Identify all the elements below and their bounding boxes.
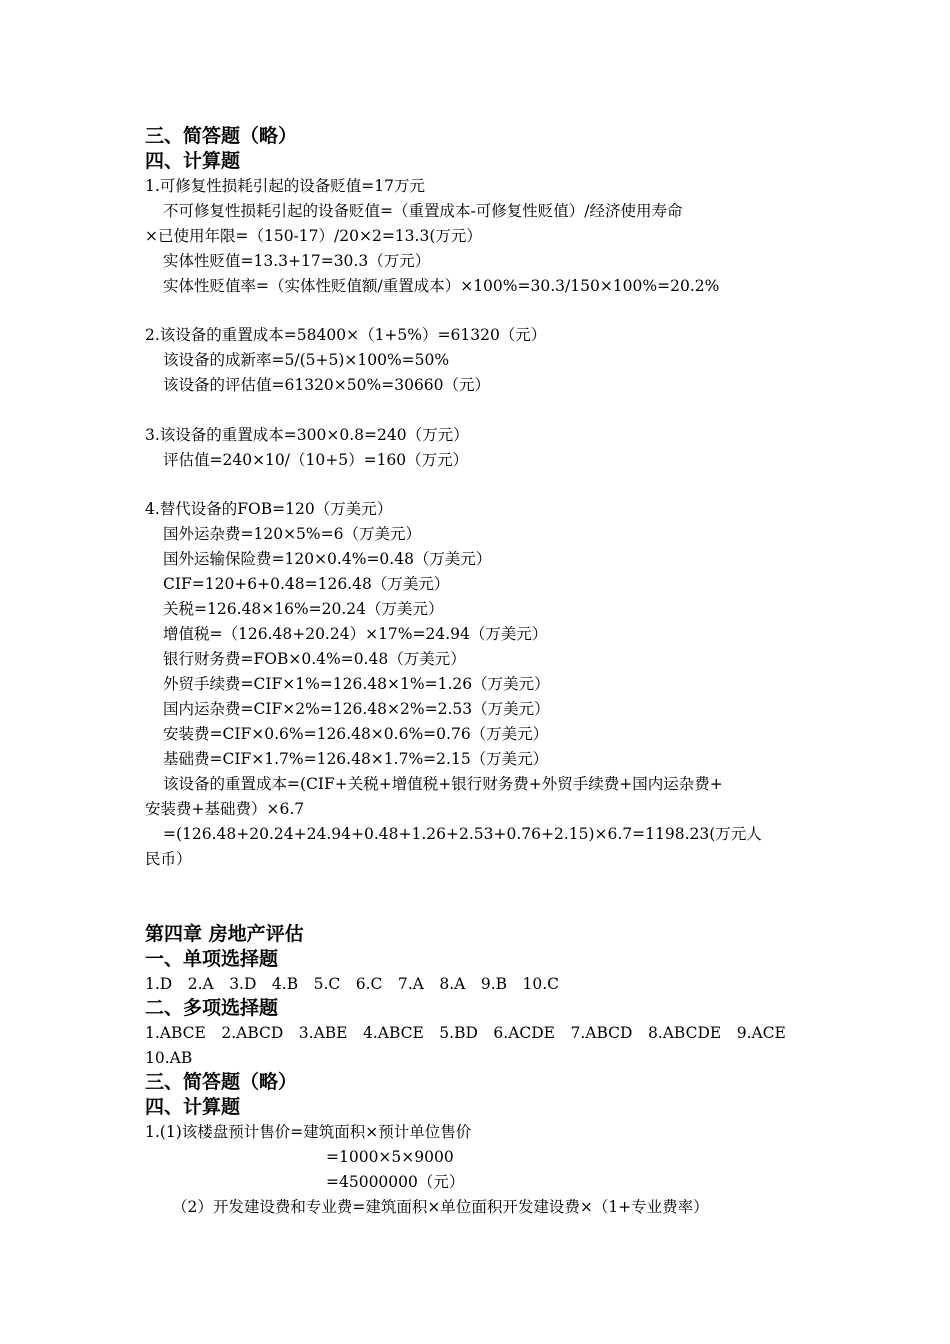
q4-line-11: 基础费=CIF×1.7%=126.48×1.7%=2.15（万美元） xyxy=(163,750,549,768)
q4-line-6: 增值税=（126.48+20.24）×17%=24.94（万美元） xyxy=(163,625,548,643)
q4-line-7: 银行财务费=FOB×0.4%=0.48（万美元） xyxy=(163,650,466,668)
q4-line-15: 民币） xyxy=(145,850,192,868)
q3-line-1: 3.该设备的重置成本=300×0.8=240（万元） xyxy=(145,426,469,444)
q1-line-5: 实体性贬值率=（实体性贬值额/重置成本）×100%=30.3/150×100%=20.2% xyxy=(163,277,720,295)
multi-choice-answers-line-1: 1.ABCE 2.ABCD 3.ABE 4.ABCE 5.BD 6.ACDE 7.ABCD 8.ABCDE 9.ACE xyxy=(145,1024,786,1042)
q2-line-2: 该设备的成新率=5/(5+5)×100%=50% xyxy=(163,351,450,369)
q4-line-10: 安装费=CIF×0.6%=126.48×0.6%=0.76（万美元） xyxy=(163,725,549,743)
q4-line-5: 关税=126.48×16%=20.24（万美元） xyxy=(163,600,444,618)
section-heading-multi-choice: 二、多项选择题 xyxy=(145,997,279,1019)
q4-line-12: 该设备的重置成本=(CIF+关税+增值税+银行财务费+外贸手续费+国内运杂费+ xyxy=(163,775,723,793)
ch4-q1-line-1: 1.(1)该楼盘预计售价=建筑面积×预计单位售价 xyxy=(145,1123,472,1141)
q3-line-2: 评估值=240×10/（10+5）=160（万元） xyxy=(163,451,469,469)
ch4-q1-line-2: =1000×5×9000 xyxy=(326,1148,454,1166)
single-choice-answers: 1.D 2.A 3.D 4.B 5.C 6.C 7.A 8.A 9.B 10.C xyxy=(145,975,560,993)
section-heading-short-answer-ch4: 三、简答题（略） xyxy=(145,1071,298,1093)
ch4-q1-line-4: （2）开发建设费和专业费=建筑面积×单位面积开发建设费×（1+专业费率） xyxy=(172,1198,709,1216)
q4-line-14: =(126.48+20.24+24.94+0.48+1.26+2.53+0.76+2.15)×6.7=1198.23(万元人 xyxy=(163,825,762,843)
q2-line-1: 2.该设备的重置成本=58400×（1+5%）=61320（元） xyxy=(145,326,547,344)
q4-line-9: 国内运杂费=CIF×2%=126.48×2%=2.53（万美元） xyxy=(163,700,550,718)
q1-line-2: 不可修复性损耗引起的设备贬值=（重置成本-可修复性贬值）/经济使用寿命 xyxy=(163,202,683,220)
section-heading-single-choice: 一、单项选择题 xyxy=(145,948,279,970)
q4-line-13: 安装费+基础费）×6.7 xyxy=(145,800,305,818)
section-heading-calculation: 四、计算题 xyxy=(145,150,241,172)
q2-line-3: 该设备的评估值=61320×50%=30660（元） xyxy=(163,376,491,394)
chapter-title: 第四章 房地产评估 xyxy=(145,923,304,945)
q1-line-3: ×已使用年限=（150-17）/20×2=13.3(万元） xyxy=(145,227,482,245)
q4-line-1: 4.替代设备的FOB=120（万美元） xyxy=(145,500,393,518)
q4-line-3: 国外运输保险费=120×0.4%=0.48（万美元） xyxy=(163,550,492,568)
q4-line-2: 国外运杂费=120×5%=6（万美元） xyxy=(163,525,421,543)
section-heading-short-answer: 三、简答题（略） xyxy=(145,125,298,147)
q1-line-1: 1.可修复性损耗引起的设备贬值=17万元 xyxy=(145,177,426,195)
q1-line-4: 实体性贬值=13.3+17=30.3（万元） xyxy=(163,252,431,270)
multi-choice-answers-line-2: 10.AB xyxy=(145,1049,193,1067)
section-heading-calculation-ch4: 四、计算题 xyxy=(145,1096,241,1118)
ch4-q1-line-3: =45000000（元） xyxy=(326,1173,465,1191)
q4-line-8: 外贸手续费=CIF×1%=126.48×1%=1.26（万美元） xyxy=(163,675,550,693)
q4-line-4: CIF=120+6+0.48=126.48（万美元） xyxy=(163,575,450,593)
